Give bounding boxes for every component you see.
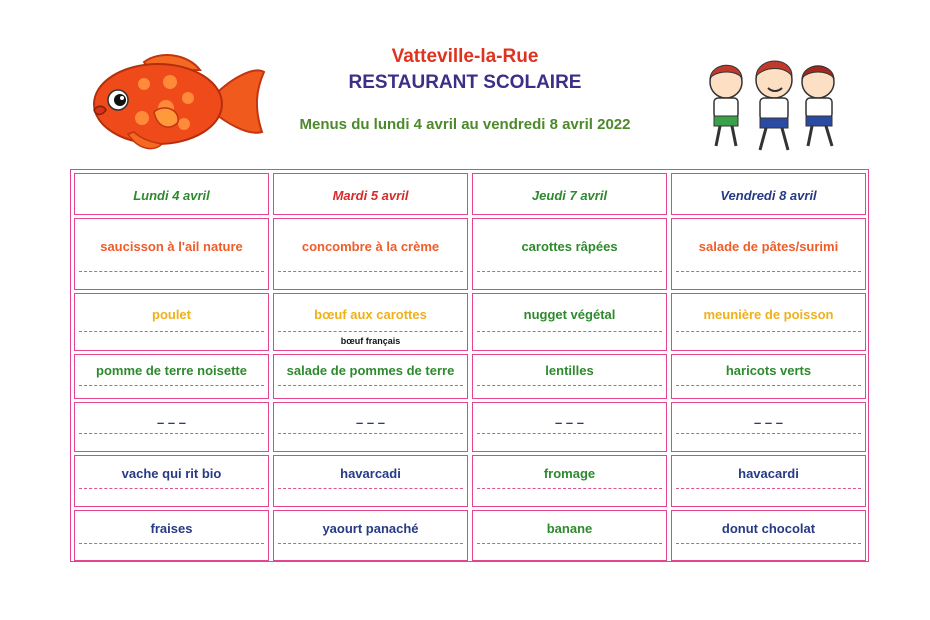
side-cell: pomme de terre noisette	[74, 354, 269, 399]
dairy-cell: fromage	[472, 455, 667, 507]
town-name: Vatteville-la-Rue	[391, 46, 539, 67]
entree-cell: salade de pâtes/surimi	[671, 218, 866, 290]
main-cell: meunière de poisson	[671, 293, 866, 351]
entree-cell: saucisson à l'ail nature	[74, 218, 269, 290]
separator-cell: – – –	[472, 402, 667, 452]
restaurant-title: RESTAURANT SCOLAIRE	[348, 72, 582, 93]
main-cell: nugget végétal	[472, 293, 667, 351]
main-cell: bœuf aux carottes bœuf français	[273, 293, 468, 351]
separator-cell: – – –	[273, 402, 468, 452]
dessert-cell: banane	[472, 510, 667, 561]
running-children-icon	[696, 52, 852, 156]
dairy-cell: vache qui rit bio	[74, 455, 269, 507]
dairy-cell: havarcadi	[273, 455, 468, 507]
separator-cell: – – –	[74, 402, 269, 452]
dessert-cell: donut chocolat	[671, 510, 866, 561]
dairy-cell: havacardi	[671, 455, 866, 507]
dessert-cell: fraises	[74, 510, 269, 561]
entree-cell: carottes râpées	[472, 218, 667, 290]
separator-cell: – – –	[671, 402, 866, 452]
side-cell: haricots verts	[671, 354, 866, 399]
day-header: Mardi 5 avril	[273, 173, 468, 215]
menu-date-range: Menus du lundi 4 avril au vendredi 8 avril 2022	[299, 116, 631, 133]
weekly-menu-table	[70, 169, 869, 562]
main-cell: poulet	[74, 293, 269, 351]
main-note: bœuf français	[340, 336, 401, 346]
day-header: Lundi 4 avril	[74, 173, 269, 215]
entree-cell: concombre à la crème	[273, 218, 468, 290]
header	[0, 0, 930, 160]
side-cell: salade de pommes de terre	[273, 354, 468, 399]
day-header: Vendredi 8 avril	[671, 173, 866, 215]
side-cell: lentilles	[472, 354, 667, 399]
dessert-cell: yaourt panaché	[273, 510, 468, 561]
day-header: Jeudi 7 avril	[472, 173, 667, 215]
